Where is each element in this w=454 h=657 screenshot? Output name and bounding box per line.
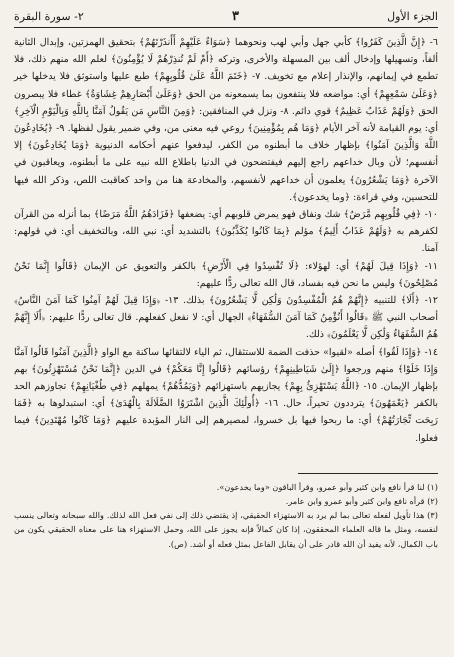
commentary-body (14, 34, 438, 447)
footnotes (14, 480, 438, 551)
part-title: الجزء الأول (387, 9, 438, 23)
footnote-divider (298, 473, 438, 474)
paragraph-verses-6-9: ٦- ﴿إِنَّ الَّذِينَ كَفَرُوا﴾ كأبي جهل وأبي لهب ونحوهما ﴿سَوَاءٌ عَلَيْهِمْ أَأَنذَرْتَهُمْ﴾ بتحقيق الهمزتين، وإبدال الثانية ألفاً، وتسهيلها وإدخال ألف بين المسهلة والأخرى، وتركه ﴿أَمْ لَمْ تُنذِرْهُمْ لَا يُؤْمِنُونَ﴾ لعلم الله منهم ذلك، فلا تطمع في إيمانهم، والإنذار إعلام مع تخويف. ٧- ﴿خَتَمَ اللَّهُ عَلَىٰ قُلُوبِهِمْ﴾ طبع عليها واستوثق فلا يدخلها خير ﴿وَعَلَىٰ سَمْعِهِمْ﴾ أي: مواضعه فلا ينتفعون بما يسمعونه من الحق ﴿وَعَلَىٰ أَبْصَارِهِمْ غِشَاوَةٌ﴾ غطاء فلا يبصرون الحق ﴿وَلَهُمْ عَذَابٌ عَظِيمٌ﴾ قوي دائم. ٨- ونزل في المنافقين: ﴿وَمِنَ النَّاسِ مَن يَقُولُ آمَنَّا بِاللَّهِ وَبِالْيَوْمِ الْآخِرِ﴾ أي: يوم القيامة لأنه آخر الأيام ﴿وَمَا هُم بِمُؤْمِنِينَ﴾ روعي فيه معنى من، وفي ضمير يقول لفظها. ٩- ﴿يُخَادِعُونَ اللَّهَ وَالَّذِينَ آمَنُوا﴾ بإظهار خلاف ما أبطنوه من الكفر، ليدفعوا عنهم أحكامه الدنيوية ﴿وَمَا يُخَادِعُونَ﴾ إلا أنفسهم؛ لأن وبال خداعهم راجع إليهم فيفتضحون في الدنيا باطلاع الله نبيه على ما أبطنوه، ويعاقبون في الآخرة ﴿وَمَا يَشْعُرُونَ﴾ يعلمون أن خداعهم لأنفسهم، والمخادعة هنا من واحد كعاقبت اللص، وذكر الله فيها للتحسين، وفي قراءة: ﴿وما يخدعون﴾. (14, 37, 439, 203)
header-divider (14, 27, 438, 28)
footnote-1: (١) لنا قرأ نافع وابن كثير وأبو عمرو، وقرأ الباقون «وما يخدعون». (216, 481, 438, 492)
footnote-2: (٢) قرأه نافع وابن كثير وأبو عمرو وابن عامر. (285, 496, 438, 507)
paragraph-verse-11: ١١- ﴿وَإِذَا قِيلَ لَهُمْ﴾ أي: لهؤلاء: ﴿لَا تُفْسِدُوا فِي الْأَرْضِ﴾ بالكفر والتعويق عن الإيمان ﴿قَالُوا إِنَّمَا نَحْنُ مُصْلِحُونَ﴾ وليس ما نحن فيه بفساد، قال الله تعالى ردًّا عليهم: (14, 260, 438, 289)
paragraph-verses-14-16: ١٤- ﴿وَإِذَا لَقُوا﴾ أصله «لقيوا» حذفت الضمة للاستثقال، ثم الياء لالتقائها ساكنة مع الواو ﴿الَّذِينَ آمَنُوا قَالُوا آمَنَّا وَإِذَا خَلَوْا﴾ منهم ورجعوا ﴿إِلَىٰ شَيَاطِينِهِمْ﴾ رؤسائهم ﴿قَالُوا إِنَّا مَعَكُمْ﴾ في الدين ﴿إِنَّمَا نَحْنُ مُسْتَهْزِئُونَ﴾ بهم بإظهار الإيمان. ١٥- ﴿اللَّهُ يَسْتَهْزِئُ بِهِمْ﴾ يجازيهم باستهزائهم ﴿وَيَمُدُّهُمْ﴾ يمهلهم ﴿فِي طُغْيَانِهِمْ﴾ تجاوزهم الحد بالكفر ﴿يَعْمَهُونَ﴾ يترددون تحيراً، حال. ١٦- ﴿أُولَٰئِكَ الَّذِينَ اشْتَرَوُا الضَّلَالَةَ بِالْهُدَىٰ﴾ أي: استبدلوها به ﴿فَمَا رَبِحَت تِّجَارَتُهُمْ﴾ أي: ما ربحوا فيها بل خسروا، لمصيرهم إلى النار المؤبدة عليهم ﴿وَمَا كَانُوا مُهْتَدِينَ﴾ فيما فعلوا. (14, 346, 439, 444)
page-number: ٣ (231, 8, 239, 24)
paragraph-verse-10: ١٠- ﴿فِي قُلُوبِهِم مَّرَضٌ﴾ شك ونفاق فهو يمرض قلوبهم أي: يضعفها ﴿فَزَادَهُمُ اللَّهُ مَرَضًا﴾ بما أنزله من القرآن لكفرهم به ﴿وَلَهُمْ عَذَابٌ أَلِيمٌ﴾ مؤلم ﴿بِمَا كَانُوا يُكَذِّبُونَ﴾ بالتشديد أي: نبي الله، وبالتخفيف أي: في قولهم: آمنا. (14, 209, 438, 255)
footnote-3: (٣) هذا تأويل لفعله تعالى بما لم يرد به الاستهزاء الحقيقي، إذ يقتضي ذلك إلى نفي فعل الله لذلك. والله سبحانه وتعالى ينسب لنفسه، ومثل ما قاله العلماء المحققون، إذا كان كمالاً فإنه يجوز على الله، وحمل الاستهزاء هنا على معناه الحقيقي يكون من باب الكمال، لأنه يفيد أن الله قادر على أن يقابل الفاعل بمثل فعله أو أشد. (ص). (14, 510, 438, 549)
surah-title: ٢- سورة البقرة (14, 9, 84, 23)
paragraph-verses-12-13: ١٢- ﴿أَلَا﴾ للتنبيه ﴿إِنَّهُمْ هُمُ الْمُفْسِدُونَ وَلَٰكِن لَّا يَشْعُرُونَ﴾ بذلك. ١٣- ﴿وَإِذَا قِيلَ لَهُمْ آمِنُوا كَمَا آمَنَ النَّاسُ﴾ أصحاب النبي ﷺ ﴿قَالُوا أَنُؤْمِنُ كَمَا آمَنَ السُّفَهَاءُ﴾ الجهال أي: لا نفعل كفعلهم. قال تعالى ردًّا عليهم: ﴿أَلَا إِنَّهُمْ هُمُ السُّفَهَاءُ وَلَٰكِن لَّا يَعْلَمُونَ﴾ ذلك. (14, 295, 438, 341)
page-header (14, 8, 438, 24)
